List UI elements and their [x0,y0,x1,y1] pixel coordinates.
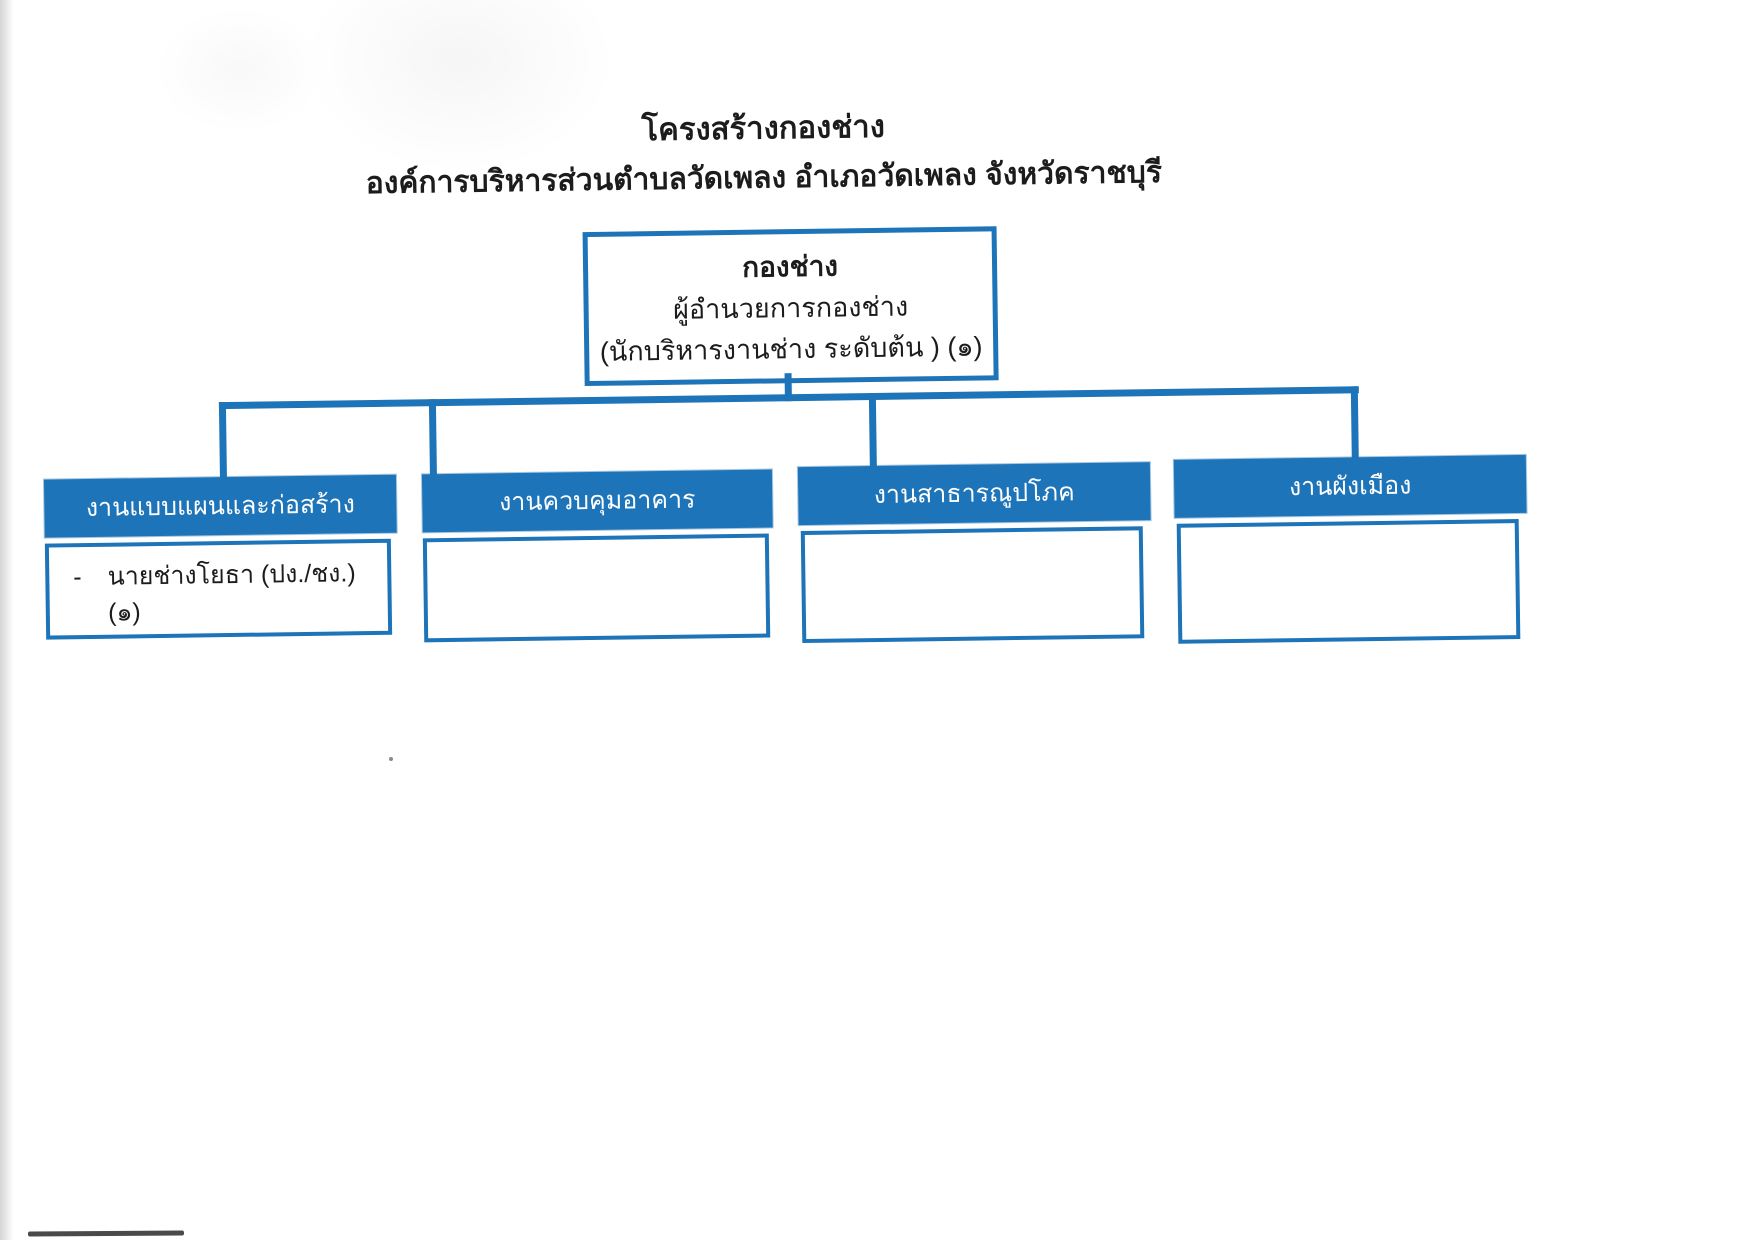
dept-header-design-construction: งานแบบแผนและก่อสร้าง [44,475,397,538]
connector-drop-dept-3 [869,393,877,471]
dept-body-public-utilities [801,526,1145,643]
scan-speck [389,757,393,761]
staff-entry [65,555,378,631]
org-node-division-head [583,226,999,386]
dept-header-building-control: งานควบคุมอาคาร [422,469,773,532]
division-director-detail: (นักบริหารงานช่าง ระดับต้น ) (๑) [599,331,983,367]
dept-body-town-planning [1177,519,1521,644]
division-director-title: ผู้อำนวยการกองช่าง [672,291,909,325]
page-title-block [0,95,1534,212]
dept-header-town-planning: งานผังเมือง [1174,455,1527,518]
division-name: กองช่าง [741,250,839,283]
page-subtitle: องค์การบริหารส่วนตำบลวัดเพลง อำเภอวัดเพลง จังหวัดราชบุรี [365,155,1163,201]
staff-position-label: นายช่างโยธา (ปง./ชง.) (๑) [107,559,356,627]
page-title: โครงสร้างกองช่าง [641,108,886,148]
staff-bullet: - [73,563,82,592]
connector-drop-dept-4 [1351,386,1359,460]
connector-drop-dept-2 [429,399,437,479]
connector-drop-dept-1 [219,402,227,482]
dept-body-design-construction [45,539,392,640]
dept-header-public-utilities: งานสาธารณูปโภค [798,462,1151,525]
dept-body-building-control [423,533,770,642]
